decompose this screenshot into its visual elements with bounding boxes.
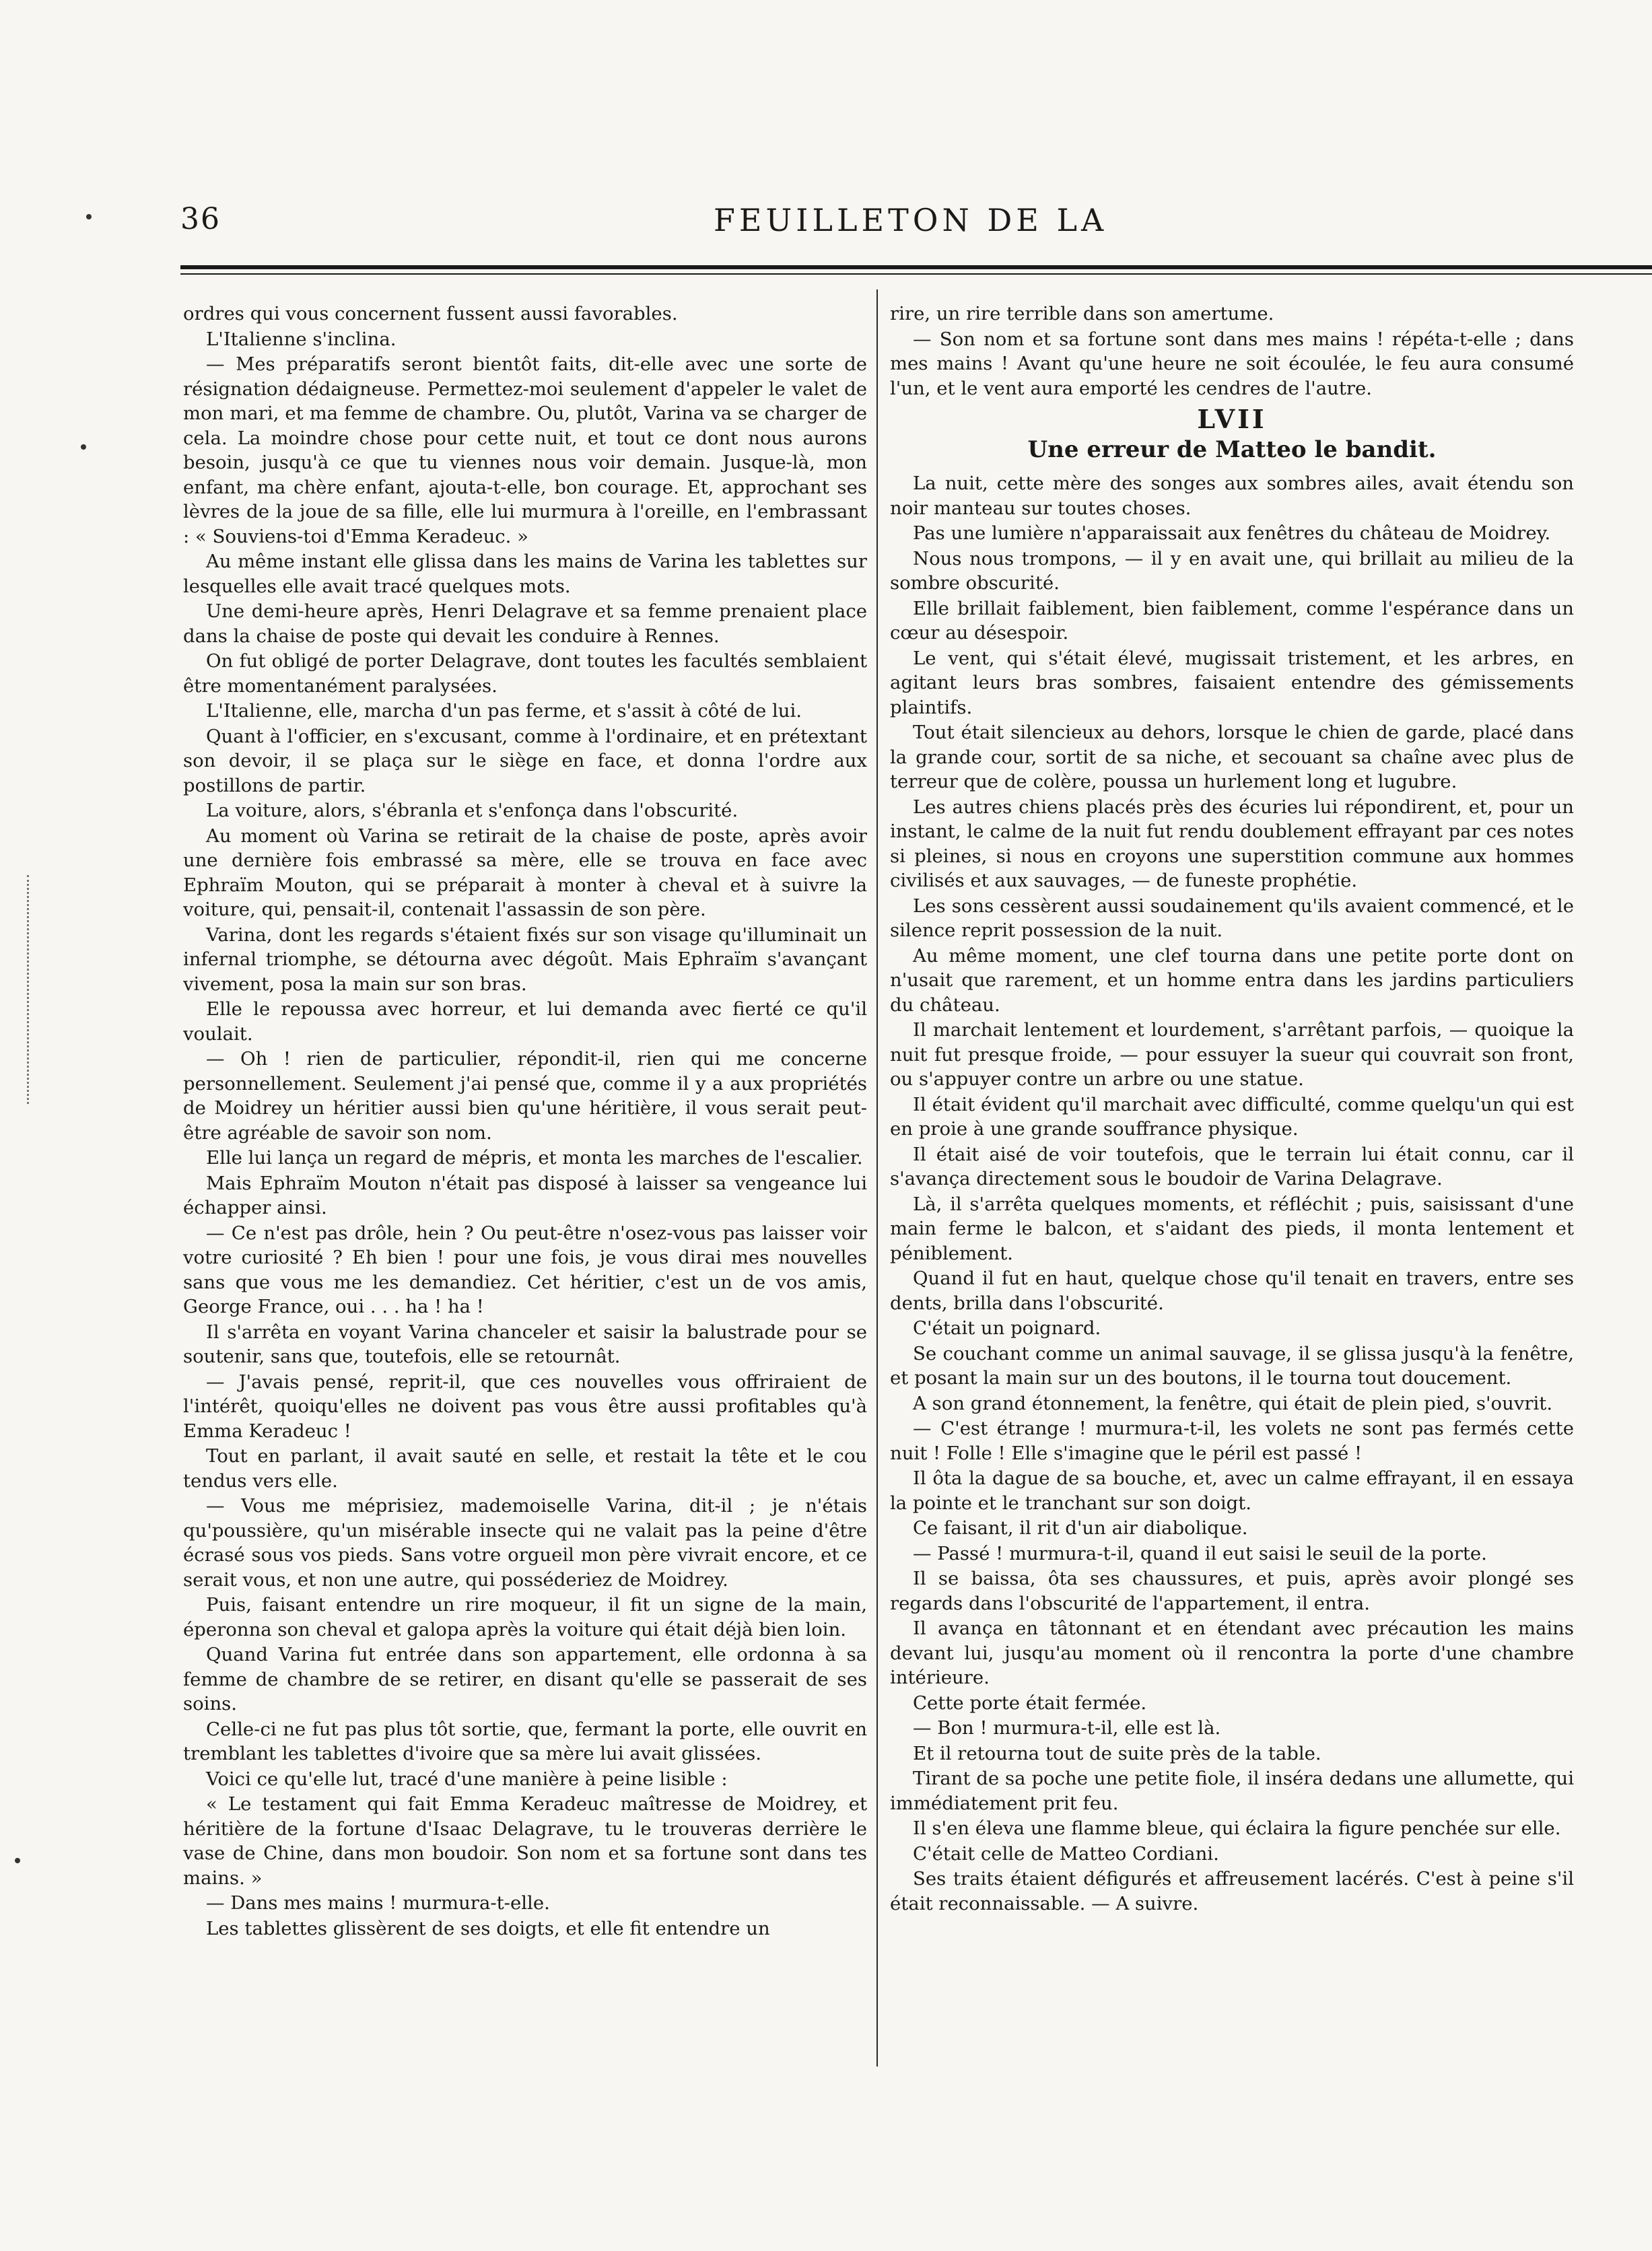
paragraph: Le vent, qui s'était élevé, mugissait tristement, et les arbres, en agitant leurs bras sombres, faisaient entendre des gémissements plaintifs. xyxy=(890,647,1574,718)
header-rule-thin xyxy=(180,273,1652,275)
chapter-number: LVII xyxy=(1197,404,1267,434)
paragraph: Au même instant elle glissa dans les mains de Varina les tablettes sur lesquelles elle avait tracé quelques mots. xyxy=(183,551,867,597)
paragraph: L'Italienne s'inclina. xyxy=(206,328,397,350)
paragraph: Ce faisant, il rit d'un air diabolique. xyxy=(913,1517,1248,1539)
paragraph: C'était un poignard. xyxy=(913,1317,1101,1339)
paragraph: Voici ce qu'elle lut, tracé d'une manière à peine lisible : xyxy=(206,1768,728,1790)
margin-speck xyxy=(15,1858,20,1863)
paragraph: « Le testament qui fait Emma Keradeuc maîtresse de Moidrey, et héritière de la fortune d'Isaac Delagrave, tu le trouveras derrière le vase de Chine, dans mon boudoir. Son nom et sa fortune sont dans tes mains. » xyxy=(183,1793,867,1889)
paragraph: Il s'arrêta en voyant Varina chanceler et saisir la balustrade pour se soutenir, sans que, toutefois, elle se retournât. xyxy=(183,1321,867,1367)
paragraph: — Passé ! murmura-t-il, quand il eut saisi le seuil de la porte. xyxy=(913,1542,1487,1564)
paragraph: Pas une lumière n'apparaissait aux fenêtres du château de Moidrey. xyxy=(913,522,1551,544)
running-title: FEUILLETON DE LA xyxy=(714,202,1108,238)
paragraph: Elle le repoussa avec horreur, et lui demanda avec fierté ce qu'il voulait. xyxy=(183,998,867,1045)
margin-speck xyxy=(81,444,86,450)
paragraph: Les tablettes glissèrent de ses doigts, et elle fit entendre un xyxy=(206,1917,770,1939)
paragraph: Puis, faisant entendre un rire moqueur, il fit un signe de la main, éperonna son cheval et galopa après la voiture qui était déjà bien loin. xyxy=(183,1594,867,1640)
paragraph: Nous nous trompons, — il y en avait une, qui brillait au milieu de la sombre obscurité. xyxy=(890,547,1574,594)
margin-speck xyxy=(86,214,92,219)
paragraph: La voiture, alors, s'ébranla et s'enfonça dans l'obscurité. xyxy=(206,800,738,821)
paragraph: Il marchait lentement et lourdement, s'arrêtant parfois, — quoique la nuit fut presque froide, — pour essuyer la sueur qui couvrait son front, ou s'appuyer contre un arbre ou une statue. xyxy=(890,1019,1574,1090)
paragraph: A son grand étonnement, la fenêtre, qui était de plein pied, s'ouvrit. xyxy=(913,1392,1553,1414)
paragraph: Les autres chiens placés près des écuries lui répondirent, et, pour un instant, le calme de la nuit fut rendu doublement effrayant par ces notes si pleines, si nous en croyons une superstition commune aux hommes civilisés et aux sauvages, — de funeste prophétie. xyxy=(890,796,1574,891)
paragraph: Et il retourna tout de suite près de la table. xyxy=(913,1742,1321,1764)
paragraph: Au même moment, une clef tourna dans une petite porte dont on n'usait que rarement, et un homme entra dans les jardins particuliers du château. xyxy=(890,944,1574,1016)
paragraph: — Son nom et sa fortune sont dans mes mains ! répéta-t-elle ; dans mes mains ! Avant qu'une heure ne soit écoulée, le feu aura consumé l'un, et le vent aura emporté les cendres de l'autre. xyxy=(890,328,1574,399)
paragraph: Quand il fut en haut, quelque chose qu'il tenait en travers, entre ses dents, brilla dans l'obscurité. xyxy=(890,1268,1574,1314)
paragraph: Au moment où Varina se retirait de la chaise de poste, après avoir une dernière fois embrassé sa mère, elle se trouva en face avec Ephraïm Mouton, qui se préparait à monter à cheval et à suivre la voiture, qui, pensait-il, contenait l'assassin de son père. xyxy=(183,825,867,920)
right-column xyxy=(890,302,1574,2106)
paragraph: Une demi-heure après, Henri Delagrave et sa femme prenaient place dans la chaise de poste qui devait les conduire à Rennes. xyxy=(183,600,867,647)
paragraph: C'était celle de Matteo Cordiani. xyxy=(913,1842,1219,1865)
header-rule-thick xyxy=(180,265,1652,269)
paragraph: Mais Ephraïm Mouton n'était pas disposé à laisser sa vengeance lui échapper ainsi. xyxy=(183,1172,867,1218)
paragraph: Quand Varina fut entrée dans son appartement, elle ordonna à sa femme de chambre de se retirer, en disant qu'elle se passerait de ses soins. xyxy=(183,1644,867,1715)
paragraph: Quant à l'officier, en s'excusant, comme à l'ordinaire, et en prétextant son devoir, il se plaça sur le siège en face, et donna l'ordre aux postillons de partir. xyxy=(183,725,867,796)
paragraph: — Bon ! murmura-t-il, elle est là. xyxy=(913,1717,1221,1739)
paragraph: Varina, dont les regards s'étaient fixés sur son visage qu'illuminait un infernal triomphe, se détourna avec dégoût. Mais Ephraïm s'avançant vivement, posa la main sur son bras. xyxy=(183,924,867,995)
paragraph: — Ce n'est pas drôle, hein ? Ou peut-être n'osez-vous pas laisser voir votre curiosité ? Eh bien ! pour une fois, je vous dirai mes nouvelles sans que vous me les demandiez. Cet héritier, c'est un de vos amis, George France, oui . . . ha ! ha ! xyxy=(183,1222,867,1317)
paragraph: — C'est étrange ! murmura-t-il, les volets ne sont pas fermés cette nuit ! Folle ! Elle s'imagine que le péril est passé ! xyxy=(890,1418,1574,1464)
paragraph: Il s'en éleva une flamme bleue, qui éclaira la figure penchée sur elle. xyxy=(913,1817,1561,1839)
paragraph: Il avança en tâtonnant et en étendant avec précaution les mains devant lui, jusqu'au moment où il rencontra la porte d'une chambre intérieure. xyxy=(890,1618,1574,1688)
paragraph: rire, un rire terrible dans son amertume. xyxy=(890,303,1274,324)
paragraph: — J'avais pensé, reprit-il, que ces nouvelles vous offriraient de l'intérêt, quoiqu'elles ne doivent pas vous être aussi profitables qu'à Emma Keradeuc ! xyxy=(183,1371,867,1442)
paragraph: La nuit, cette mère des songes aux sombres ailes, avait étendu son noir manteau sur toutes choses. xyxy=(890,473,1574,519)
paragraph: Elle lui lança un regard de mépris, et monta les marches de l'escalier. xyxy=(206,1147,863,1169)
page-number: 36 xyxy=(180,202,221,236)
paragraph: — Oh ! rien de particulier, répondit-il, rien qui me concerne personnellement. Seulement j'ai pensé que, comme il y a aux propriétés de Moidrey un héritier aussi bien qu'une héritière, il vous serait peut-être agréable de savoir son nom. xyxy=(183,1048,867,1144)
paragraph: Tirant de sa poche une petite fiole, il inséra dedans une allumette, qui immédiatement prit feu. xyxy=(890,1768,1574,1814)
paragraph: Elle brillait faiblement, bien faiblement, comme l'espérance dans un cœur au désespoir. xyxy=(890,597,1574,644)
paragraph: — Mes préparatifs seront bientôt faits, dit-elle avec une sorte de résignation dédaigneuse. Permettez-moi seulement d'appeler le valet de mon mari, et ma femme de chambre. Ou, plutôt, Varina va se charger de cela. La moindre chose pour cette nuit, et tout ce dont nous aurons besoin, jusqu'à ce que tu viennes nous voir demain. Jusque-là, mon enfant, ma chère enfant, ajouta-t-elle, bon courage. Et, approchant ses lèvres de la joue de sa fille, elle lui murmura à l'oreille, en l'embrassant : « Souviens-toi d'Emma Keradeuc. » xyxy=(183,353,867,547)
paragraph: Il était évident qu'il marchait avec difficulté, comme quelqu'un qui est en proie à une grande souffrance physique. xyxy=(890,1093,1574,1140)
paragraph: Il se baissa, ôta ses chaussures, et puis, après avoir plongé ses regards dans l'obscurité de l'appartement, il entra. xyxy=(890,1568,1574,1614)
left-margin-mark xyxy=(27,875,32,1104)
paragraph: Se couchant comme un animal sauvage, il se glissa jusqu'à la fenêtre, et posant la main sur un des boutons, il le tourna tout doucement. xyxy=(890,1342,1574,1389)
paragraph: Ses traits étaient défigurés et affreusement lacérés. C'est à peine s'il était reconnaissable. — A suivre. xyxy=(890,1868,1574,1914)
column-divider xyxy=(876,289,878,2067)
paragraph: Il était aisé de voir toutefois, que le terrain lui était connu, car il s'avança directement sous le boudoir de Varina Delagrave. xyxy=(890,1143,1574,1189)
chapter-title: Une erreur de Matteo le bandit. xyxy=(1027,436,1437,463)
paragraph: L'Italienne, elle, marcha d'un pas ferme, et s'assit à côté de lui. xyxy=(206,700,802,722)
paragraph: — Vous me méprisiez, mademoiselle Varina, dit-il ; je n'étais qu'poussière, qu'un misérable insecte qui ne valait pas la peine d'être écrasé sous vos pieds. Sans votre orgueil mon père vivrait encore, et ce serait vous, et non une autre, qui posséderiez de Moidrey. xyxy=(183,1495,867,1591)
paragraph: Il ôta la dague de sa bouche, et, avec un calme effrayant, il en essaya la pointe et le tranchant sur son doigt. xyxy=(890,1467,1574,1514)
paragraph: Cette porte était fermée. xyxy=(913,1692,1147,1714)
paragraph: — Dans mes mains ! murmura-t-elle. xyxy=(206,1892,550,1914)
paragraph: Celle-ci ne fut pas plus tôt sortie, que, fermant la porte, elle ouvrit en tremblant les tablettes d'ivoire que sa mère lui avait glissées. xyxy=(183,1718,867,1764)
paragraph: Tout en parlant, il avait sauté en selle, et restait la tête et le cou tendus vers elle. xyxy=(183,1445,867,1492)
paragraph: Là, il s'arrêta quelques moments, et réfléchit ; puis, saisissant d'une main ferme le balcon, et s'aidant des pieds, il monta lentement et péniblement. xyxy=(890,1193,1574,1264)
paragraph: On fut obligé de porter Delagrave, dont toutes les facultés semblaient être momentanément paralysées. xyxy=(183,650,867,697)
paragraph: Tout était silencieux au dehors, lorsque le chien de garde, placé dans la grande cour, sortit de sa niche, et secouant sa chaîne avec plus de terreur que de colère, poussa un hurlement long et lugubre. xyxy=(890,722,1574,792)
paragraph: Les sons cessèrent aussi soudainement qu'ils avaient commencé, et le silence reprit possession de la nuit. xyxy=(890,895,1574,941)
left-column xyxy=(183,302,867,2106)
paragraph: ordres qui vous concernent fussent aussi favorables. xyxy=(183,303,678,324)
